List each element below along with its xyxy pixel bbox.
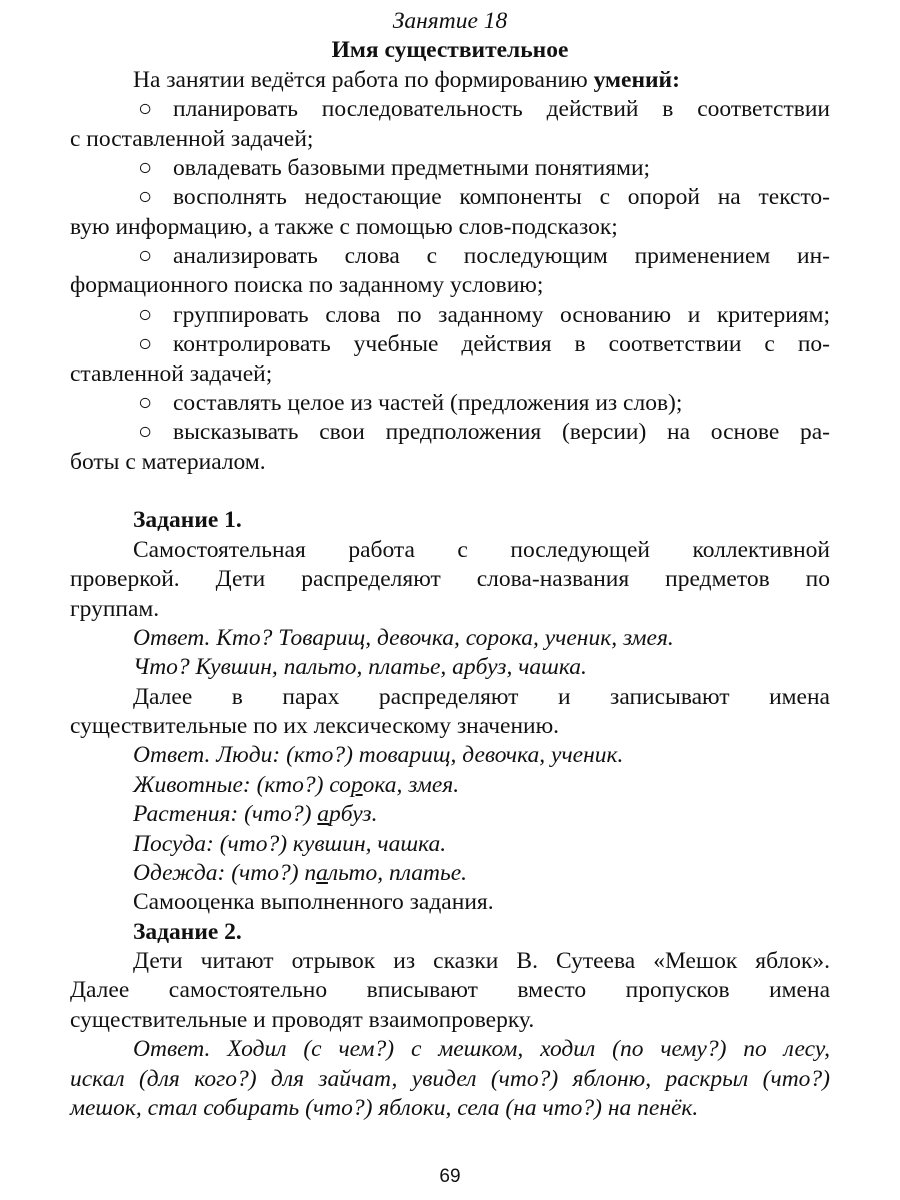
- answer-text: рбуз.: [329, 801, 378, 828]
- list-item: [70, 95, 830, 124]
- list-item: [70, 242, 830, 271]
- lesson-title: Занятие 18: [392, 8, 508, 34]
- task-2-heading: Задание 2.: [133, 918, 242, 945]
- bullet-icon: ○: [138, 389, 153, 416]
- task-2-answer: мешок, стал собирать (что?) яблоки, села (на что?) на пенёк.: [70, 1094, 699, 1121]
- answer-text: Одежда: (что?) п: [133, 859, 317, 886]
- document-page: [70, 7, 830, 1123]
- answer-animals: [70, 771, 830, 800]
- task-1-text: существительные по их лексическому значению.: [70, 713, 560, 739]
- list-item-cont: с поставленной задачей;: [70, 125, 314, 152]
- list-item-text: группировать слова по заданному основанию и критериям;: [173, 301, 830, 328]
- list-item-text: анализировать слова с последующим применением ин-: [173, 243, 830, 269]
- bullet-icon: ○: [138, 96, 153, 123]
- list-item: [70, 330, 830, 359]
- page-number: 69: [439, 1166, 461, 1187]
- list-item-text: составлять целое из частей (предложения из слов);: [173, 389, 683, 416]
- answer-dishes: Посуда: (что?) кувшин, чашка.: [133, 830, 447, 857]
- list-item: [70, 183, 830, 212]
- list-item: [70, 418, 830, 447]
- list-item-text: овладевать базовыми предметными понятиями;: [173, 154, 651, 181]
- task-1-text: проверкой. Дети распределяют слова-названия предметов по: [70, 566, 830, 593]
- stressed-letter: р: [350, 771, 363, 798]
- answer-people: Ответ. Люди: (кто?) товарищ, девочка, ученик.: [133, 742, 624, 769]
- answer-text: льто, платье.: [327, 859, 468, 886]
- list-item-text: планировать последовательность действий в соответствии: [173, 96, 830, 123]
- list-item-cont: ставленной задачей;: [70, 360, 273, 387]
- task-1-heading: Задание 1.: [133, 507, 242, 534]
- stressed-letter: а: [316, 859, 328, 886]
- task-1-answer: Что? Кувшин, пальто, платье, арбуз, чашка.: [133, 654, 587, 681]
- task-2-text: Далее самостоятельно вписывают вместо пропусков имена: [70, 977, 830, 1004]
- skills-list: [70, 95, 830, 477]
- bullet-icon: ○: [138, 184, 153, 211]
- bullet-icon: ○: [138, 301, 153, 328]
- list-item-text: высказывать свои предположения (версии) на основе ра-: [173, 419, 830, 446]
- intro-paragraph: [70, 66, 830, 95]
- stressed-letter: а: [317, 801, 330, 828]
- list-item: [70, 154, 830, 183]
- bullet-icon: ○: [138, 154, 153, 181]
- spacer: [70, 477, 830, 506]
- task-2-text: существительные и проводят взаимопроверку.: [70, 1006, 535, 1033]
- bullet-icon: ○: [138, 243, 153, 269]
- list-item-text: контролировать учебные действия в соответствии с по-: [173, 331, 830, 358]
- task-1-text: Далее в парах распределяют и записывают имена: [133, 683, 830, 710]
- intro-text: На занятии ведётся работа по формированию: [133, 66, 594, 93]
- answer-plants: [70, 800, 830, 829]
- list-item: [70, 389, 830, 418]
- bullet-icon: ○: [138, 331, 153, 358]
- task-2-text: Дети читают отрывок из сказки В. Сутеева «Мешок яблок».: [133, 948, 830, 974]
- list-item-cont: боты с материалом.: [70, 448, 266, 475]
- list-item: [70, 301, 830, 330]
- bullet-icon: ○: [138, 419, 153, 446]
- intro-bold: умений:: [593, 66, 680, 93]
- list-item-cont: вую информацию, а также с помощью слов-подсказок;: [70, 213, 618, 240]
- task-1-section: [70, 506, 830, 917]
- answer-text: Растения: (что?): [133, 801, 318, 828]
- task-2-answer: Ответ. Ходил (с чем?) с мешком, ходил (по чему?) по лесу,: [133, 1036, 830, 1063]
- self-assessment: Самооценка выполненного задания.: [133, 889, 494, 916]
- list-item-cont: формационного поиска по заданному условию;: [70, 272, 544, 299]
- task-2-section: [70, 918, 830, 1124]
- topic-heading: Имя существительное: [331, 37, 569, 64]
- task-2-answer: искал (для кого?) для зайчат, увидел (что?) яблоню, раскрыл (что?): [70, 1065, 830, 1092]
- task-1-text: Самостоятельная работа с последующей коллективной: [133, 536, 830, 563]
- answer-clothes: [70, 859, 830, 888]
- answer-text: Животные: (кто?) со: [133, 771, 351, 798]
- task-1-text: группам.: [70, 595, 160, 622]
- list-item-text: восполнять недостающие компоненты с опорой на тексто-: [173, 184, 830, 211]
- task-1-answer: Ответ. Кто? Товарищ, девочка, сорока, ученик, змея.: [133, 624, 674, 651]
- answer-text: ока, змея.: [362, 771, 460, 798]
